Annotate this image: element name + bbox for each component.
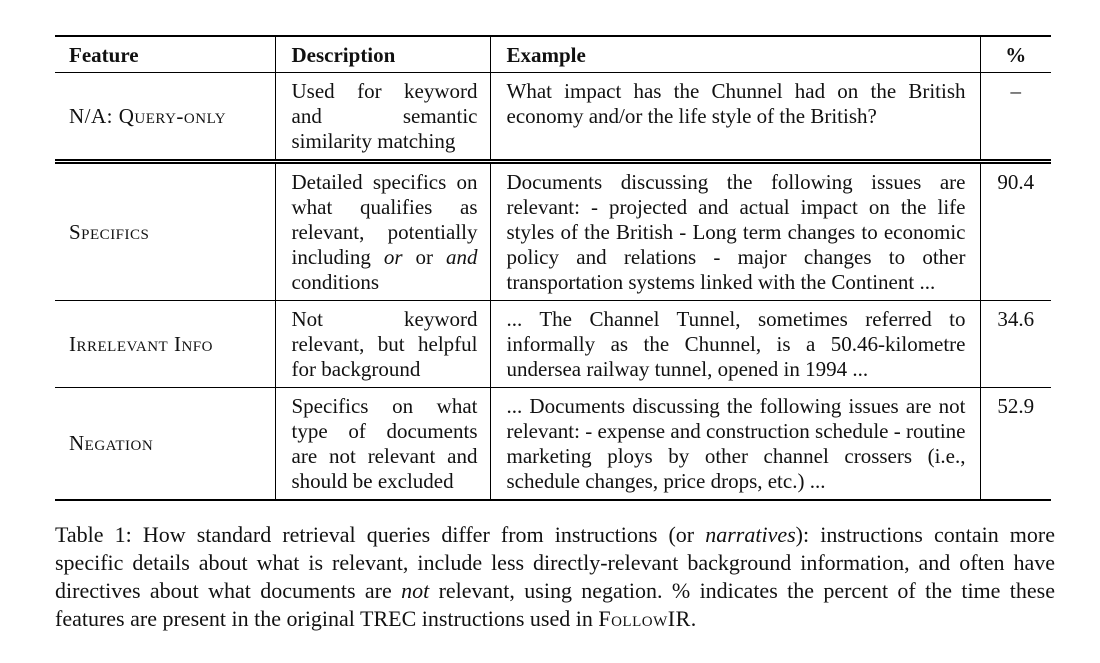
example-cell: ... Documents discussing the following issues are not relevant: - expense and construction schedule - routine marketing ploys by other channel crossers (i.e., schedule changes, price drops, etc.) ... bbox=[490, 387, 980, 500]
description-emphasis-or: or bbox=[383, 244, 403, 269]
description-cell: Specifics on what type of documents are not relevant and should be excluded bbox=[275, 387, 490, 500]
percent-cell: – bbox=[980, 72, 1051, 161]
percent-cell: 52.9 bbox=[980, 387, 1051, 500]
example-cell: Documents discussing the following issues are relevant: - projected and actual impact on the life styles of the British - Long term changes to economic policy and relations - major changes to other transportation systems linked with the Continent ... bbox=[490, 161, 980, 300]
caption-text: Table 1: How standard retrieval queries differ from instructions (or bbox=[55, 522, 706, 547]
feature-cell: Specifics bbox=[69, 219, 150, 244]
header-percent: % bbox=[980, 36, 1051, 72]
description-cell: Not keyword relevant, but helpful for background bbox=[275, 300, 490, 387]
feature-cell: Negation bbox=[69, 431, 154, 455]
caption-emphasis-narratives: narratives bbox=[705, 522, 796, 547]
header-feature: Feature bbox=[69, 43, 139, 67]
example-cell: ... The Channel Tunnel, sometimes referred to informally as the Chunnel, is a 50.46-kilometre undersea railway tunnel, opened in 1994 ... bbox=[490, 300, 980, 387]
caption-emphasis-not: not bbox=[401, 578, 430, 603]
table-caption bbox=[55, 521, 1055, 633]
caption-text: . bbox=[690, 606, 697, 631]
description-text: Detailed specifics on what qualifies as relevant, potentially including bbox=[291, 169, 478, 269]
feature-cell: Irrelevant Info bbox=[69, 331, 213, 356]
feature-cell: N/A: Query-only bbox=[69, 103, 227, 128]
description-emphasis-and: and bbox=[446, 244, 478, 269]
table-header-row bbox=[55, 36, 1051, 72]
table-row-specifics bbox=[55, 161, 1051, 300]
caption-benchmark-name: FollowIR bbox=[598, 606, 691, 631]
percent-cell: 34.6 bbox=[980, 300, 1051, 387]
table-row-query-only bbox=[55, 72, 1051, 161]
header-description: Description bbox=[275, 36, 490, 72]
percent-cell: 90.4 bbox=[980, 161, 1051, 300]
description-cell: Used for keyword and semantic similarity matching bbox=[275, 72, 490, 161]
description-text: or bbox=[402, 244, 446, 269]
header-example: Example bbox=[490, 36, 980, 72]
caption-text: ): instructions contain more specific details about what is relevant, include less directly-relevant background information, and often have directives about what documents are bbox=[55, 522, 1056, 603]
description-text: conditions bbox=[291, 269, 379, 294]
table-row-negation bbox=[55, 387, 1051, 500]
description-cell bbox=[275, 161, 490, 300]
table-row-irrelevant-info bbox=[55, 300, 1051, 387]
caption-text: relevant, using negation. % indicates the percent of the time these features are present in the original TREC instructions used in bbox=[55, 578, 1055, 631]
features-table-container bbox=[55, 35, 1051, 501]
features-table bbox=[55, 35, 1051, 501]
example-cell: What impact has the Chunnel had on the British economy and/or the life style of the British? bbox=[490, 72, 980, 161]
